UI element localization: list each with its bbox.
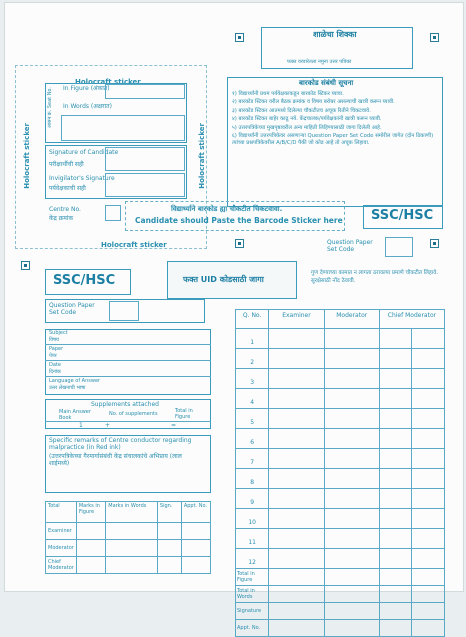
q-number-cell [236, 409, 269, 429]
q-mark-cell[interactable] [324, 369, 379, 389]
barcode-instruction-item: ६) विद्यार्थ्यांनी उत्तरपत्रिकेवर असणाऱ्या Question Paper Set Code समोरील जागेत (दोन ठिकाणी) त्यांच्या प्रश्नपत्रिकेवरील A/B/C/D पैकी जो कोड आहे तो अचूक लिहावा. [232, 133, 434, 147]
q-number: 1 [250, 339, 255, 346]
q-mark-cell[interactable] [269, 509, 324, 529]
marks-header-cell [181, 502, 210, 523]
q-mark-cell[interactable] [379, 429, 412, 449]
q-mark-cell[interactable] [412, 469, 445, 489]
q-mark-cell[interactable] [379, 529, 412, 549]
q-footer-cell[interactable] [269, 620, 324, 637]
marks-row-label: Examiner [48, 528, 72, 534]
barcode-instruction-item: १) विद्यार्थ्यांनी प्रथम पर्यवेक्षकाकडून बारकोड स्टिकर घ्यावा. [232, 91, 344, 97]
q-row[interactable] [236, 509, 445, 529]
subject-info-label-en: Paper [49, 346, 64, 352]
q-mark-cell[interactable] [269, 389, 324, 409]
holocraft-right-label: Holocraft sticker [198, 123, 206, 189]
q-mark-cell[interactable] [269, 429, 324, 449]
subject-info-label-mr: दिनांक [49, 369, 61, 375]
qp-set-code-left: Question Paper Set Code [49, 302, 95, 316]
q-footer-cell[interactable] [379, 620, 412, 637]
q-mark-cell[interactable] [269, 329, 324, 349]
marks-row-label-cell [46, 540, 77, 557]
marks-entry-cell[interactable] [157, 523, 181, 540]
marks-entry-cell[interactable] [76, 523, 105, 540]
school-seal-title: शाळेचा शिक्का [313, 30, 357, 39]
marks-header-label: Appt. No. [183, 503, 208, 509]
supplements-plus: + [105, 422, 111, 429]
q-mark-cell[interactable] [324, 509, 379, 529]
corner-marker-icon [430, 239, 439, 248]
subject-info-label-en: Language of Answer [49, 378, 101, 384]
q-row[interactable] [236, 469, 445, 489]
q-mark-cell[interactable] [412, 429, 445, 449]
q-number: 10 [248, 519, 256, 526]
subject-info-rows [45, 329, 211, 393]
q-row[interactable] [236, 389, 445, 409]
q-footer-row[interactable] [236, 569, 445, 586]
marks-row-label: Moderator [48, 545, 74, 551]
q-header-label: Moderator [336, 312, 368, 319]
q-mark-cell[interactable] [379, 369, 412, 389]
q-mark-cell[interactable] [324, 449, 379, 469]
q-number: 4 [250, 399, 255, 406]
supplements-title: Supplements attached [91, 401, 159, 408]
q-row[interactable] [236, 549, 445, 569]
q-footer-row[interactable] [236, 620, 445, 637]
barcode-instructions-title: बारकोड संबंधी सूचना [299, 79, 354, 87]
q-mark-cell[interactable] [324, 469, 379, 489]
q-number-cell [236, 389, 269, 409]
q-mark-cell[interactable] [269, 529, 324, 549]
q-mark-cell[interactable] [412, 349, 445, 369]
q-row[interactable] [236, 489, 445, 509]
marks-entry-cell[interactable] [106, 557, 158, 574]
marks-entry-cell[interactable] [181, 557, 210, 574]
q-mark-cell[interactable] [379, 509, 412, 529]
supplements-cross: 1 [79, 422, 83, 429]
sig-invigilator-label: Invigilator's Signature [49, 175, 115, 182]
seat-no-label: आसन क्र. Seat No. [47, 87, 53, 129]
q-number: 9 [250, 499, 255, 506]
q-number: 2 [250, 359, 255, 366]
q-mark-cell[interactable] [412, 489, 445, 509]
q-header-cell [236, 310, 269, 329]
marks-entry-cell[interactable] [157, 540, 181, 557]
subject-info-label-en: Subject [49, 330, 68, 336]
uid-area-label: फक्त UID कोडसाठी जागा [183, 275, 264, 284]
marks-header-label: Marks in Figure [78, 503, 100, 515]
q-mark-cell[interactable] [379, 549, 412, 569]
q-mark-cell[interactable] [379, 349, 412, 369]
subject-info-row[interactable] [45, 361, 211, 377]
marks-row[interactable] [46, 523, 211, 540]
q-mark-cell[interactable] [324, 329, 379, 349]
q-number-cell [236, 509, 269, 529]
marks-entry-cell[interactable] [181, 523, 210, 540]
q-mark-cell[interactable] [412, 549, 445, 569]
sig-candidate-field[interactable] [105, 147, 185, 171]
in-words-label: In Words (अक्षरात) [63, 103, 112, 110]
q-footer-label-cell [236, 586, 269, 603]
supplements-main-label: Main Answer Book [59, 409, 91, 421]
q-mark-cell[interactable] [412, 409, 445, 429]
q-mark-cell[interactable] [269, 489, 324, 509]
corner-marker-icon [235, 33, 244, 42]
q-number: 3 [250, 379, 255, 386]
marks-header-cell [157, 502, 181, 523]
corner-marker-icon [235, 239, 244, 248]
q-mark-cell[interactable] [379, 409, 412, 429]
q-header-cell [324, 310, 379, 329]
q-footer-cell[interactable] [379, 569, 412, 586]
holocraft-top-label: Holocraft sticker [75, 78, 141, 86]
q-footer-cell[interactable] [269, 586, 324, 603]
marks-entry-cell[interactable] [106, 523, 158, 540]
sig-invigilator-mr: पर्यवेक्षकाची सही [49, 185, 86, 192]
q-number-cell [236, 469, 269, 489]
q-number-cell [236, 549, 269, 569]
paste-line-en: Candidate should Paste the Barcode Sticker here [135, 216, 343, 225]
q-footer-cell[interactable] [379, 603, 412, 620]
q-footer-cell[interactable] [324, 620, 379, 637]
q-footer-cell[interactable] [412, 586, 445, 603]
marks-row-label: Chief Moderator [48, 559, 74, 571]
q-number: 7 [250, 459, 255, 466]
marks-header-cell [76, 502, 105, 523]
q-number-cell [236, 489, 269, 509]
seat-words-field[interactable] [61, 115, 185, 141]
q-footer-cell[interactable] [324, 603, 379, 620]
marks-header-label: Total [48, 503, 60, 509]
answer-sheet [4, 2, 464, 631]
q-mark-cell[interactable] [379, 389, 412, 409]
q-mark-cell[interactable] [269, 469, 324, 489]
q-mark-cell[interactable] [269, 409, 324, 429]
q-footer-cell[interactable] [269, 569, 324, 586]
q-mark-cell[interactable] [269, 449, 324, 469]
q-mark-cell[interactable] [324, 409, 379, 429]
q-footer-cell[interactable] [324, 586, 379, 603]
question-marks-table [235, 309, 445, 637]
q-mark-cell[interactable] [324, 489, 379, 509]
q-footer-label-cell [236, 569, 269, 586]
q-footer-label: Signature [237, 608, 262, 614]
q-mark-cell[interactable] [412, 389, 445, 409]
q-footer-label-cell [236, 620, 269, 637]
q-footer-cell[interactable] [412, 569, 445, 586]
subject-info-label-en: Date [49, 362, 61, 368]
marks-row[interactable] [46, 540, 211, 557]
barcode-instruction-item: २) बारकोड स्टिकर वरील बैठक क्रमांक व विषय बरोबर असल्याची खात्री करून घ्यावी. [232, 99, 395, 106]
marks-entry-cell[interactable] [157, 557, 181, 574]
q-mark-cell[interactable] [324, 549, 379, 569]
seal-note: फक्त वरवारेतला नमुना उत्तर पत्रिका [287, 59, 352, 65]
sig-candidate-mr: परीक्षार्थीची सही [49, 161, 84, 168]
q-mark-cell[interactable] [379, 449, 412, 469]
q-footer-label-cell [236, 603, 269, 620]
corner-marker-icon [430, 33, 439, 42]
q-row[interactable] [236, 349, 445, 369]
marks-table [45, 501, 211, 574]
subject-info-row[interactable] [45, 377, 211, 393]
centre-no-label: Centre No. [49, 206, 81, 213]
marks-header-label: Marks in Words [108, 503, 147, 509]
q-number-cell [236, 429, 269, 449]
marks-entry-cell[interactable] [106, 540, 158, 557]
marks-entry-cell[interactable] [76, 557, 105, 574]
q-footer-cell[interactable] [412, 603, 445, 620]
holocraft-bottom-label: Holocraft sticker [101, 241, 167, 249]
q-footer-cell[interactable] [379, 586, 412, 603]
note-text: गुण देण्याच्या कामात न लागता ठरावल्या प्रमाणे चौकटीत लिहावे. सुरक्षेसाठी नोंद ठेवावी. [311, 270, 439, 284]
marks-row-label-cell [46, 557, 77, 574]
barcode-instruction-item: ५) उत्तरपत्रिकेच्या मुखपृष्ठावरील अन्य माहिती लिहिण्यासाठी जागा दिलेली आहे. [232, 124, 382, 131]
marks-row[interactable] [46, 557, 211, 574]
q-row[interactable] [236, 529, 445, 549]
q-footer-cell[interactable] [324, 569, 379, 586]
seat-figure-field[interactable] [105, 84, 185, 99]
qp-set-code-left-field[interactable] [109, 301, 139, 321]
barcode-instruction-item: ३) बारकोड स्टिकर आतमध्ये दिलेल्या चौकटीतच अचूक रितीने चिकटवावे. [232, 107, 371, 114]
q-row[interactable] [236, 329, 445, 349]
sig-candidate-label: Signature of Candidate [49, 149, 119, 156]
centre-no-mr: केंद्र क्रमांक [49, 215, 74, 222]
qp-set-code-right: Question Paper Set Code [327, 239, 373, 253]
barcode-instruction-item: ४) बारकोड स्टिकर बाहेर काढू नये. केंद्रचालक/पर्यवेक्षकांनी खात्री करून घ्यावी. [232, 116, 382, 123]
q-footer-cell[interactable] [269, 603, 324, 620]
q-mark-cell[interactable] [379, 329, 412, 349]
marks-header-cell [106, 502, 158, 523]
q-header-label: Q. No. [242, 312, 262, 319]
supplements-no-label: No. of supplements [109, 411, 158, 417]
remarks-en: Specific remarks of Centre conductor regarding malpractice (in Red ink) [49, 437, 192, 451]
q-number-cell [236, 349, 269, 369]
marks-header-label: Sign. [159, 503, 173, 509]
q-mark-cell[interactable] [412, 529, 445, 549]
holocraft-left-label: Holocraft sticker [23, 123, 31, 189]
q-header-cell [379, 310, 444, 329]
subject-info-label-mr: उत्तर लेखनाची भाषा [49, 385, 86, 391]
q-number: 11 [248, 539, 256, 546]
q-footer-label: Appt. No. [237, 625, 261, 631]
subject-info-row[interactable] [45, 345, 211, 361]
qp-set-code-right-field[interactable] [385, 237, 413, 257]
q-mark-cell[interactable] [324, 349, 379, 369]
q-footer-row[interactable] [236, 586, 445, 603]
marks-row-label-cell [46, 523, 77, 540]
q-mark-cell[interactable] [324, 529, 379, 549]
q-number-cell [236, 529, 269, 549]
q-footer-cell[interactable] [412, 620, 445, 637]
ssc-hsc-left: SSC/HSC [53, 273, 116, 288]
q-footer-label: Total in Words [237, 588, 255, 600]
marks-entry-cell[interactable] [76, 540, 105, 557]
q-number-cell [236, 449, 269, 469]
centre-no-field[interactable] [105, 205, 121, 221]
q-mark-cell[interactable] [412, 449, 445, 469]
subject-info-label-mr: विषय [49, 337, 59, 343]
q-row[interactable] [236, 369, 445, 389]
supplements-equals: = [171, 422, 177, 429]
q-header-label: Examiner [282, 312, 311, 319]
q-footer-row[interactable] [236, 603, 445, 620]
q-number-cell [236, 329, 269, 349]
paste-line-mr: विद्यार्थ्याने बारकोड ह्या चौकटीत चिकटवावा. [171, 205, 283, 213]
q-number: 5 [250, 419, 255, 426]
q-number-cell [236, 369, 269, 389]
ssc-hsc-right: SSC/HSC [371, 208, 434, 223]
q-mark-cell[interactable] [379, 489, 412, 509]
q-mark-cell[interactable] [269, 369, 324, 389]
q-mark-cell[interactable] [412, 509, 445, 529]
q-number: 12 [248, 559, 256, 566]
q-row[interactable] [236, 449, 445, 469]
q-mark-cell[interactable] [412, 369, 445, 389]
marks-entry-cell[interactable] [181, 540, 210, 557]
q-mark-cell[interactable] [412, 329, 445, 349]
subject-info-label-mr: पेपर [49, 353, 57, 359]
remarks-mr: (उत्तरपत्रिकेच्या गैरमार्गासंबंधी केंद्र संचालकांचे अभिप्राय (लाल शाईमध्ये) [49, 453, 182, 467]
q-mark-cell[interactable] [379, 469, 412, 489]
q-mark-cell[interactable] [324, 389, 379, 409]
sig-invigilator-field[interactable] [105, 173, 185, 197]
q-row[interactable] [236, 429, 445, 449]
barcode-instruction-list [232, 91, 440, 149]
supplements-total-label: Total in Figure [175, 408, 193, 420]
q-number: 8 [250, 479, 255, 486]
corner-marker-icon [21, 261, 30, 270]
subject-info-row[interactable] [45, 329, 211, 345]
q-mark-cell[interactable] [324, 429, 379, 449]
in-figure-label: In Figure (अंकात) [63, 85, 110, 92]
q-row[interactable] [236, 409, 445, 429]
q-mark-cell[interactable] [269, 549, 324, 569]
q-mark-cell[interactable] [269, 349, 324, 369]
marks-header-cell [46, 502, 77, 523]
q-number: 6 [250, 439, 255, 446]
q-header-label: Chief Moderator [387, 312, 437, 319]
q-footer-label: Total in Figure [237, 571, 255, 583]
q-header-cell [269, 310, 324, 329]
